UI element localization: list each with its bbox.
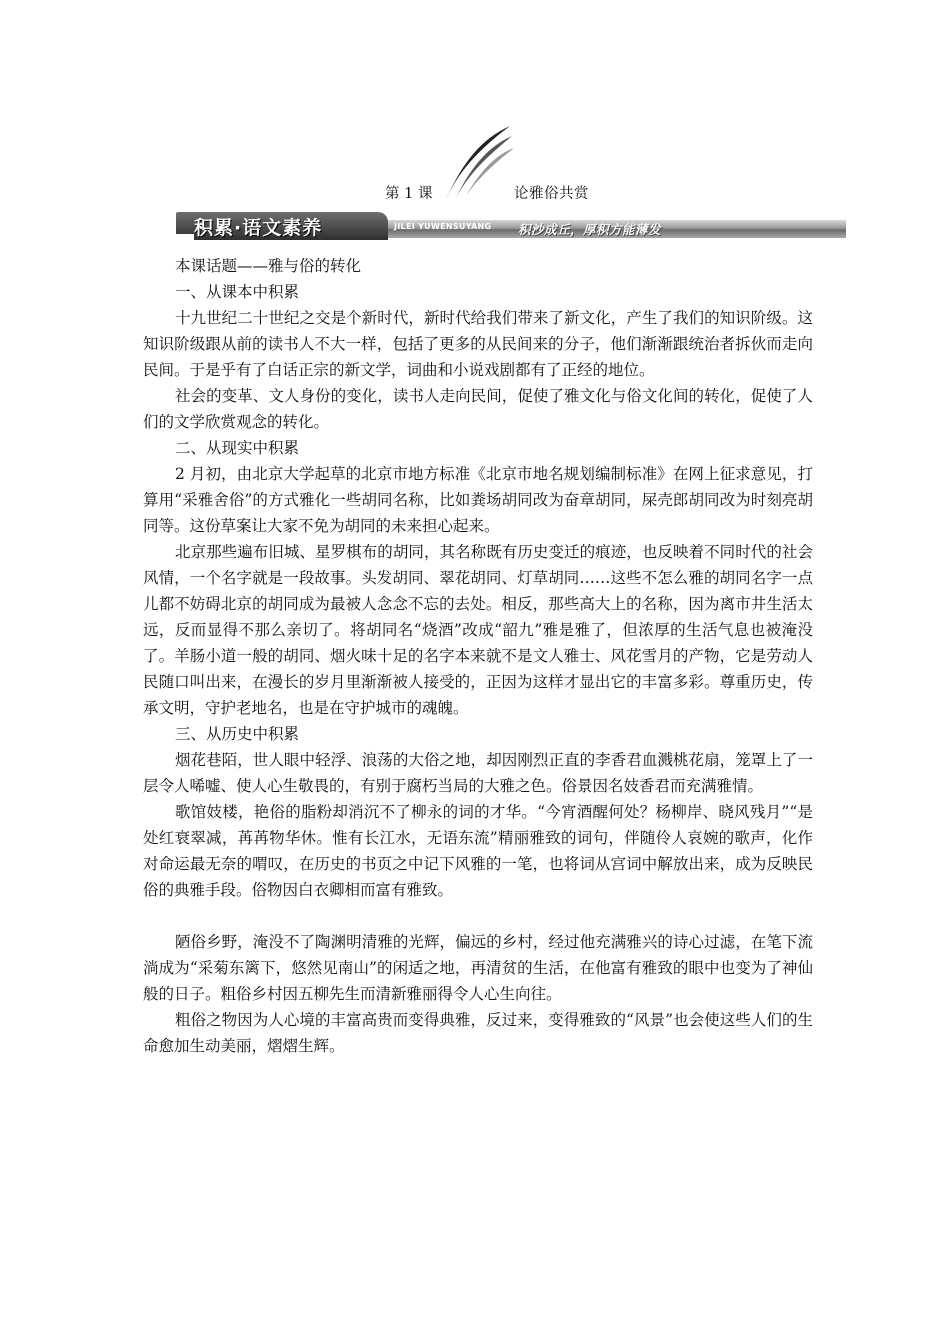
section-heading: 二、从现实中积累 bbox=[175, 439, 300, 457]
paragraph: 社会的变革、文人身份的变化，读书人走向民间，促使了雅文化与俗文化间的转化，促使了人们的文学欣赏观念的转化。 bbox=[143, 387, 813, 431]
paragraph: 2 月初，由北京大学起草的北京市地方标准《北京市地名规划编制标准》在网上征求意见，打算用“采雅舍俗”的方式雅化一些胡同名称，比如粪场胡同改为奋章胡同，屎壳郎胡同改为时刻亮胡同等。这份草案让大家不免为胡同的未来担心起来。 bbox=[143, 465, 813, 535]
blank-line bbox=[143, 903, 813, 929]
lesson-title: 论雅俗共赏 bbox=[514, 186, 589, 202]
topic-line: 本课话题——雅与俗的转化 bbox=[175, 257, 362, 275]
article-body bbox=[143, 253, 813, 1059]
section-heading: 一、从课本中积累 bbox=[175, 283, 300, 301]
banner-title: 积累·语文素养 bbox=[194, 217, 323, 239]
paragraph: 陋俗乡野，淹没不了陶渊明清雅的光辉，偏远的乡村，经过他充满雅兴的诗心过滤，在笔下流淌成为“采菊东篱下，悠然见南山”的闲适之地，再清贫的生活，在他富有雅致的眼中也变为了神仙般的日子。粗俗乡村因五柳先生而清新雅丽得令人心生向往。 bbox=[143, 933, 813, 1003]
paragraph: 粗俗之物因为人心境的丰富高贵而变得典雅，反过来，变得雅致的“风景”也会使这些人们的生命愈加生动美丽，熠熠生辉。 bbox=[143, 1011, 813, 1055]
section-heading: 三、从历史中积累 bbox=[175, 725, 300, 743]
section-banner bbox=[176, 212, 846, 240]
banner-pinyin: JILEI YUWENSUYANG bbox=[394, 222, 492, 231]
paragraph: 烟花巷陌，世人眼中轻浮、浪荡的大俗之地，却因刚烈正直的李香君血溅桃花扇，笼罩上了一层令人唏嘘、使人心生敬畏的，有别于腐朽当局的大雅之色。俗景因名妓香君而充满雅情。 bbox=[143, 751, 813, 795]
paragraph: 十九世纪二十世纪之交是个新时代，新时代给我们带来了新文化，产生了我们的知识阶级。这知识阶级跟从前的读书人不大一样，包括了更多的从民间来的分子，他们渐渐跟统治者拆伙而走向民间。于是乎有了白话正宗的新文学，词曲和小说戏剧都有了正经的地位。 bbox=[143, 309, 813, 379]
lesson-number: 第 1 课 bbox=[385, 186, 433, 202]
banner-motto: 积沙成丘，厚积方能薄发 bbox=[518, 222, 662, 237]
lesson-heading bbox=[0, 182, 950, 202]
paragraph: 歌馆妓楼，艳俗的脂粉却消沉不了柳永的词的才华。“今宵酒醒何处？杨柳岸、晓风残月”“是处红衰翠减，苒苒物华休。惟有长江水，无语东流”精丽雅致的词句，伴随伶人哀婉的歌声，化作对命运最无奈的喟叹，在历史的书页之中记下风雅的一笔，也将词从宫词中解放出来，成为反映民俗的典雅手段。俗物因白衣卿相而富有雅致。 bbox=[143, 803, 813, 899]
paragraph: 北京那些遍布旧城、星罗棋布的胡同，其名称既有历史变迁的痕迹，也反映着不同时代的社会风情，一个名字就是一段故事。头发胡同、翠花胡同、灯草胡同……这些不怎么雅的胡同名字一点儿都不妨碍北京的胡同成为最被人念念不忘的去处。相反，那些高大上的名称，因为离市井生活太远，反而显得不那么亲切了。将胡同名“烧酒”改成“韶九”雅是雅了，但浓厚的生活气息也被淹没了。羊肠小道一般的胡同、烟火味十足的名字本来就不是文人雅士、风花雪月的产物，它是劳动人民随口叫出来，在漫长的岁月里渐渐被人接受的，正因为这样才显出它的丰富多彩。尊重历史，传承文明，守护老地名，也是在守护城市的魂魄。 bbox=[143, 543, 813, 717]
